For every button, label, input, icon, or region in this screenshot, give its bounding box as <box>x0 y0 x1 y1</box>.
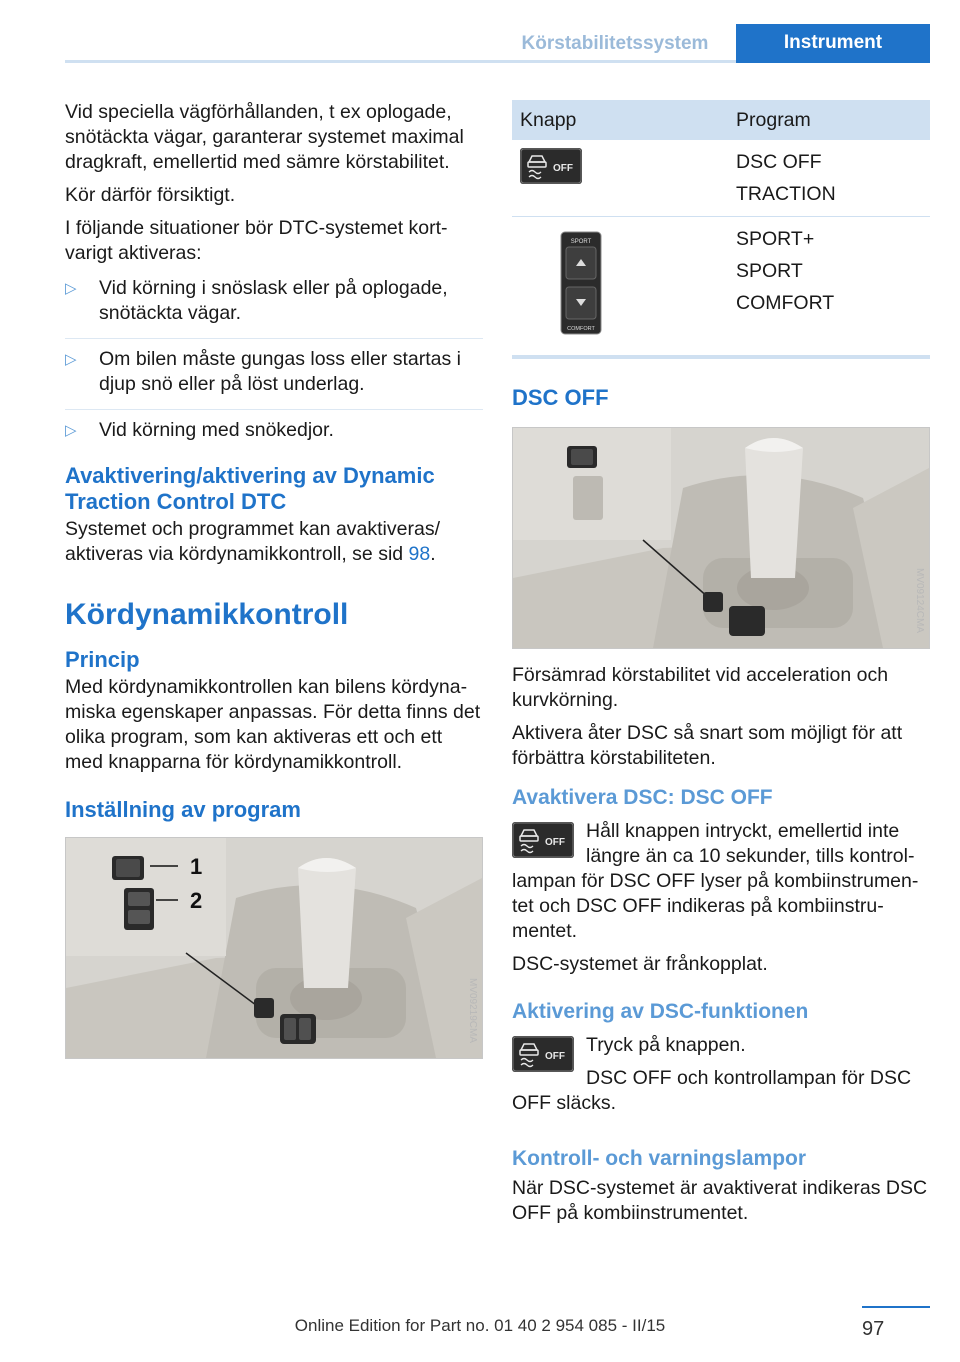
heading-princip: Princip <box>65 647 140 672</box>
console-photo-program <box>65 837 483 1059</box>
dsc-paragraph-2: Aktivera åter DSC så snart som möjligt för att förbättra körstabiliteten. <box>512 722 903 769</box>
triangle-bullet-icon: ▷ <box>65 351 77 368</box>
dsc-off-button-icon[interactable] <box>520 148 582 184</box>
program-table <box>512 100 930 359</box>
table-row <box>512 140 930 217</box>
intro-paragraph-3: I följande situationer bör DTC-systemet kort-varigt aktiveras: <box>65 217 448 264</box>
header-chapter-tab[interactable]: Instrument <box>736 24 930 63</box>
situation-list <box>65 276 483 455</box>
list-item: ▷ Vid körning i snöslask eller på oplogade, snötäckta vägar. <box>65 276 483 339</box>
photo-watermark: MV09124CMA <box>914 568 925 634</box>
console-illustration <box>66 838 482 1058</box>
console-illustration <box>513 428 929 648</box>
intro-paragraph-2: Kör därför försiktigt. <box>65 184 236 206</box>
off-label: OFF <box>545 1051 565 1062</box>
page-number: 97 <box>862 1318 885 1340</box>
page-number-rule <box>862 1306 930 1308</box>
sport-comfort-rocker-icon[interactable] <box>560 231 602 335</box>
dsc-off-button-icon[interactable] <box>512 1036 574 1072</box>
heading-dtc: Avaktivering/aktivering av Dynamic Traction Control DTC <box>65 463 435 514</box>
console-photo-dsc <box>512 427 930 649</box>
sport-label: SPORT <box>570 239 592 245</box>
left-column <box>65 100 483 1059</box>
table-header-knapp: Knapp <box>512 100 728 140</box>
off-label: OFF <box>545 837 565 848</box>
table-cell-program: SPORT+ SPORT COMFORT <box>728 217 930 358</box>
activate-paragraph-1: Tryck på knappen. <box>586 1034 746 1056</box>
triangle-bullet-icon: ▷ <box>65 422 77 439</box>
intro-paragraph-1: Vid speciella vägförhållanden, t ex oplogade, snötäckta vägar, garanterar systemet maximal dragkraft, emellertid med sämre körstabilitet. <box>65 101 464 173</box>
photo-watermark: MV09219CMA <box>467 978 478 1044</box>
heading-activate: Aktivering av DSC-funktionen <box>512 1000 809 1023</box>
activate-paragraph-2: DSC OFF och kontrollampan för DSC OFF släcks. <box>512 1067 912 1114</box>
footer-edition: Online Edition for Part no. 01 40 2 954 085 - II/15 <box>294 1316 666 1335</box>
photo-label-1: 1 <box>190 854 203 879</box>
table-header-program: Program <box>728 100 930 140</box>
table-cell-button <box>512 217 728 358</box>
triangle-bullet-icon: ▷ <box>65 280 77 297</box>
page-link[interactable]: 98 <box>408 543 431 565</box>
heading-installation: Inställning av program <box>65 797 301 822</box>
heading-dsc-off: DSC OFF <box>512 385 609 410</box>
dsc-off-button-icon[interactable] <box>512 822 574 858</box>
table-cell-program: DSC OFF TRACTION <box>728 140 930 217</box>
right-column <box>512 100 930 1226</box>
lamps-paragraph: När DSC-systemet är avaktiverat indikeras DSC OFF på kombiinstrumentet. <box>512 1177 928 1224</box>
deactivate-paragraph: OFF Håll knappen intryckt, emellertid inte längre än ca 10 sekunder, tills kontrol-lampan för DSC OFF lyser på kombiinstrumen-tet och DSC OFF indikeras på kombiinstru-mentet. <box>512 820 919 942</box>
heading-lamps: Kontroll- och varningslampor <box>512 1147 807 1170</box>
princip-paragraph: Med kördynamikkontrollen kan bilens kördyna-miska egenskaper anpassas. För detta finns det olika program, som kan aktiveras ett och ett med knapparna för kördynamikkontroll. <box>65 676 481 773</box>
comfort-label: COMFORT <box>567 326 595 332</box>
dsc-paragraph-1: Försämrad körstabilitet vid acceleration och kurvkörning. <box>512 664 889 711</box>
off-label: OFF <box>553 163 573 174</box>
activate-block <box>512 1033 930 1116</box>
photo-label-2: 2 <box>190 888 203 913</box>
list-item: ▷ Vid körning med snökedjor. <box>65 419 334 441</box>
deactivate-paragraph-2: DSC-systemet är frånkopplat. <box>512 953 768 975</box>
header-section-title: Körstabilitetssystem <box>521 33 709 54</box>
dtc-paragraph: Systemet och programmet kan avaktiveras/ aktiveras via kördynamikkontroll, se sid 98. <box>65 518 440 565</box>
table-cell-button <box>512 140 728 217</box>
list-item: ▷ Om bilen måste gungas loss eller startas i djup snö eller på löst underlag. <box>65 347 483 410</box>
table-row <box>512 217 930 358</box>
heading-deactivate: Avaktivera DSC: DSC OFF <box>512 786 773 809</box>
heading-main: Kördynamikkontroll <box>65 598 349 631</box>
